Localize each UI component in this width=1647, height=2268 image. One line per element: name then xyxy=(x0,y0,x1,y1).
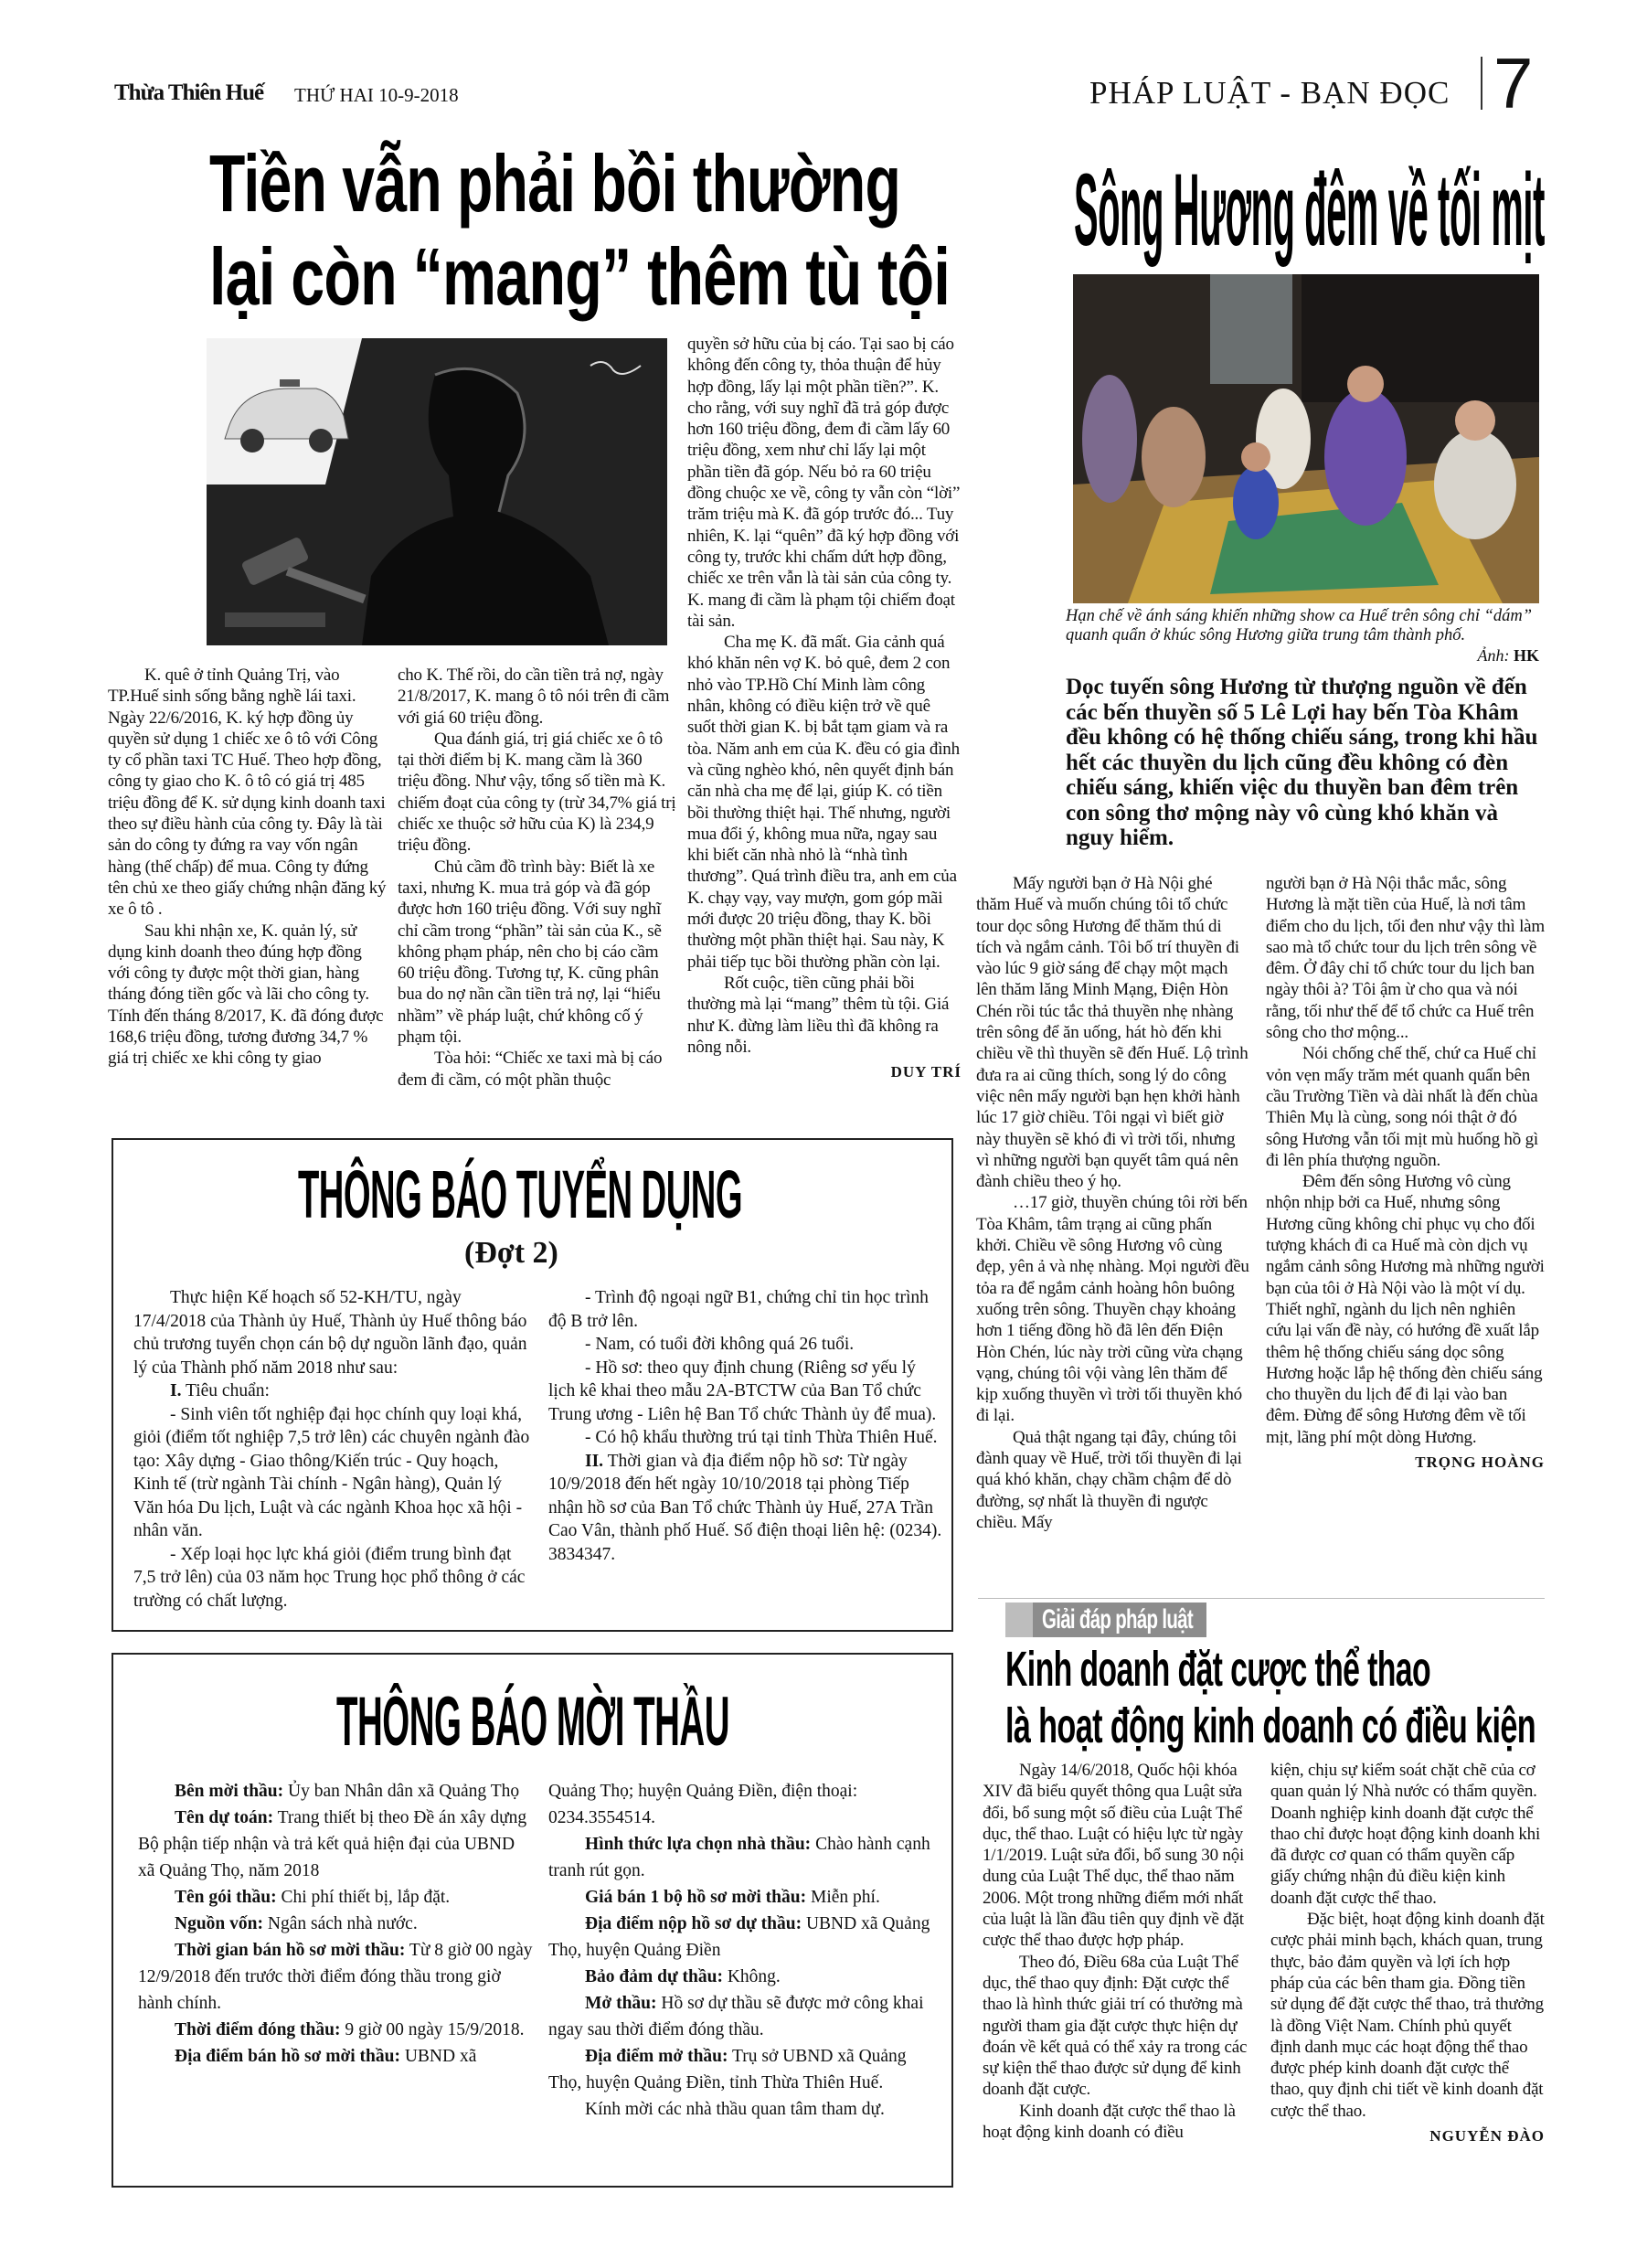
notice-item-label: Tên gói thầu: xyxy=(175,1888,277,1907)
notice-item xyxy=(138,1884,533,1911)
article-column xyxy=(983,1760,1257,2143)
paragraph: Sau khi nhận xe, K. quản lý, sử dụng kinh doanh theo đúng hợp đồng với công ty được một thời gian, hàng tháng đóng tiền gốc và lãi cho công ty. Tính đến tháng 8/2017, K. đã đóng được 168,6 triệu đồng, tương đương 34,7 % giá trị chiếc xe khi công ty giao xyxy=(108,921,384,1069)
byline: TRỌNG HOÀNG xyxy=(1415,1453,1545,1472)
paragraph: Rốt cuộc, tiền cũng phải bồi thường mà lại “mang” thêm tù tội. Giá như K. đừng làm liều thì đã không ra nông nỗi. xyxy=(687,973,950,1057)
headline-line: là hoạt động kinh doanh có điều kiện xyxy=(1005,1698,1535,1753)
notice-item-text: Ủy ban Nhân dân xã Quảng Thọ xyxy=(283,1782,520,1801)
notice-item-text: Hồ sơ dự thầu sẽ được mở công khai ngay sau thời điểm đóng thầu. xyxy=(548,1994,924,2039)
notice-item xyxy=(548,1286,946,1333)
notice-item-label: Mở thầu: xyxy=(585,1994,657,2013)
notice-item xyxy=(548,2096,943,2123)
kicker-text: Giải đáp pháp luật xyxy=(1042,1604,1193,1634)
notice-item xyxy=(133,1286,531,1379)
notice-item-text: Trụ sở UBND xã Quảng Thọ, huyện Quảng Điền, tỉnh Thừa Thiên Huế. xyxy=(548,2047,907,2092)
photo-ca-hue-boat xyxy=(1073,274,1539,603)
notice-item-label: Địa điểm mở thầu: xyxy=(585,2047,728,2066)
article-column xyxy=(687,334,962,1082)
paragraph: Theo đó, Điều 68a của Luật Thể dục, thể thao quy định: Đặt cược thể thao là hình thức giải trí có thưởng mà người tham gia đặt cược thực hiện dự đoán về kết quả có thể xảy ra trong các sự kiện thể thao được sử dụng để kinh doanh đặt cược. xyxy=(983,1952,1248,2100)
paragraph: Quả thật ngang tại đây, chúng tôi đành quay về Huế, trời tối thuyền đi lại quá khó khăn, chạy chầm chậm để dò đường, sợ nhất là thuyền đi ngược chiều. Mấy xyxy=(976,1427,1242,1532)
headline-taxi xyxy=(209,137,1191,324)
notice-item xyxy=(138,2043,533,2070)
header-divider xyxy=(1481,57,1482,110)
notice-item-text: Thực hiện Kế hoạch số 52-KH/TU, ngày 17/4/2018 của Thành ủy Huế, Thành ủy Huế thông báo chủ trương tuyển chọn cán bộ dự nguồn lãnh đạo, quản lý của Thành phố năm 2018 như sau: xyxy=(133,1288,527,1378)
notice-item-label: I. xyxy=(170,1381,182,1400)
notice-item-text: Không. xyxy=(722,1967,781,1986)
masthead: Thừa Thiên Huế xyxy=(114,80,264,105)
section-divider xyxy=(978,1598,1545,1599)
headline-line: Sông Hương đêm về tối mịt xyxy=(1074,153,1545,267)
notice-item-text: - Nam, có tuổi đời không quá 26 tuổi. xyxy=(585,1335,855,1354)
notice-column xyxy=(548,1778,943,2123)
notice-column xyxy=(133,1286,531,1613)
page-number: 7 xyxy=(1493,43,1534,123)
kicker-label xyxy=(1005,1603,1206,1637)
notice-item-label: Bên mời thầu: xyxy=(175,1782,284,1801)
notice-item-label: Bảo đảm dự thầu: xyxy=(585,1967,723,1986)
notice-item xyxy=(138,1805,533,1884)
paragraph: K. quê ở tỉnh Quảng Trị, vào TP.Huế sinh sống bằng nghề lái taxi. Ngày 22/6/2016, K. ký hợp đồng ủy quyền sử dụng 1 chiếc xe ô tô với Công ty cổ phần taxi TC Huế. Theo hợp đồng, công ty giao cho K. ô tô có giá trị 485 triệu đồng để K. sử dụng kinh doanh taxi theo sự điều hành của công ty. Đây là tài sản do công ty đứng ra vay vốn ngân hàng (thế chấp) để mua. Công ty đứng tên chủ xe theo giấy chứng nhận đăng ký xe ô tô . xyxy=(108,665,387,920)
notice-item-text: Thời gian và địa điểm nộp hồ sơ: Từ ngày 10/9/2018 đến hết ngày 10/10/2018 tại phòng Tiếp nhận hồ sơ của Ban Tổ chức Thành ủy Huế, 27A Trần Cao Vân, thành phố Huế. Số điện thoại liên hệ: (0234). 3834347. xyxy=(548,1451,942,1564)
notice-item xyxy=(133,1403,531,1543)
notice-item-label: Giá bán 1 bộ hồ sơ mời thầu: xyxy=(585,1888,807,1907)
notice-item-text: Chào hành cạnh tranh rút gọn. xyxy=(548,1835,930,1880)
notice-item-text: Tiêu chuẩn: xyxy=(181,1381,270,1400)
notice-item-label: Địa điểm nộp hồ sơ dự thầu: xyxy=(585,1914,802,1933)
paragraph: Kinh doanh đặt cược thể thao là hoạt động kinh doanh có điều xyxy=(983,2101,1236,2143)
notice-item xyxy=(548,1831,943,1884)
paragraph: kiện, chịu sự kiểm soát chặt chẽ của cơ quan quản lý Nhà nước có thẩm quyền. Doanh nghiệp kinh doanh đặt cược thể thao chỉ được hoạt động kinh doanh khi đã được cơ quan có thẩm quyền cấp giấy chứng nhận đủ điều kiện kinh doanh đặt cược thể thao. xyxy=(1270,1761,1541,1908)
notice-item xyxy=(548,2043,943,2096)
notice-item-text: Ngân sách nhà nước. xyxy=(263,1914,418,1933)
article-column xyxy=(1266,873,1545,1473)
notice-title: THÔNG BÁO MỜI THẦU xyxy=(336,1683,729,1761)
notice-item-label: Thời gian bán hồ sơ mời thầu: xyxy=(175,1941,406,1960)
paragraph: …17 giờ, thuyền chúng tôi rời bến Tòa Khâm, tâm trạng ai cũng phấn khởi. Chiều về sông Hương vô cùng đẹp, yên ả và nhẹ nhàng. Mọi người đều tỏa ra để ngắm cảnh hoàng hôn buông xuống trên sông. Thuyền chạy khoảng hơn 1 tiếng đồng hồ đã lên đến Điện Hòn Chén, lúc này trời cũng vừa chạng vạng, chúng tôi vội vàng lên thăm để kịp xuống thuyền vì trời tối thuyền khó đi lại. xyxy=(976,1193,1249,1426)
paragraph: Đêm đến sông Hương vô cùng nhộn nhịp bởi ca Huế, nhưng sông Hương cũng không chỉ phục vụ cho đối tượng khách đi ca Huế mà còn dịch vụ ngắm cảnh sông Hương mà những người bạn của tôi ở Hà Nội vào là một ví dụ. Thiết nghĩ, ngành du lịch nên nghiên cứu lại vấn đề này, có hướng đề xuất lắp thêm hệ thống chiếu sáng dọc sông Hương hoặc lắp hệ thống đèn chiếu sáng cho thuyền du lịch để đi lại vào ban đêm. Đừng để sông Hương đêm về tối mịt, lãng phí một dòng Hương. xyxy=(1266,1172,1545,1447)
notice-item-text: - Trình độ ngoại ngữ B1, chứng chỉ tin học trình độ B trở lên. xyxy=(548,1288,929,1331)
notice-item xyxy=(138,1937,533,2017)
photo-credit xyxy=(1066,645,1545,665)
notice-column xyxy=(138,1778,533,2070)
notice-item-text: - Có hộ khẩu thường trú tại tỉnh Thừa Thiên Huế. xyxy=(585,1428,938,1447)
illustration-taxi-court xyxy=(207,338,667,645)
notice-item-text: Trang thiết bị theo Đề án xây dựng Bộ phận tiếp nhận và trả kết quả hiện đại của UBND xã Quảng Thọ, năm 2018 xyxy=(138,1808,527,1880)
headline-line: Tiền vẫn phải bồi thường xyxy=(209,138,900,229)
notice-item xyxy=(138,1778,533,1805)
notice-item-text: Quảng Thọ; huyện Quảng Điền, điện thoại: 0234.3554514. xyxy=(548,1782,858,1827)
notice-subtitle: (Đợt 2) xyxy=(464,1236,558,1270)
notice-item-label: II. xyxy=(585,1451,604,1471)
paragraph: người bạn ở Hà Nội thắc mắc, sông Hương là mặt tiền của Huế, là nơi tâm điểm cho du lịch, tối đen như vậy thì làm sao mà tổ chức tour du lịch trên sông về đêm. Ở đây chỉ tổ chức tour du lịch ban ngày thôi à? Tôi ậm ừ cho qua và nói rằng, tối như thế để tổ chức ca Huế trên sông cho thơ mộng... xyxy=(1266,874,1545,1043)
notice-item-label: Thời điểm đóng thầu: xyxy=(175,2020,341,2039)
notice-title: THÔNG BÁO TUYỂN DỤNG xyxy=(298,1156,742,1232)
notice-item xyxy=(548,1884,943,1911)
paragraph: quyền sở hữu của bị cáo. Tại sao bị cáo không đến công ty, thỏa thuận để hủy hợp đồng, lấy lại một phần tiền?”. K. cho rằng, với suy nghĩ đã trả góp được hơn 160 triệu đồng, đem đi cầm lấy 60 triệu đồng, xem như chỉ lấy lại một phần tiền đã góp. Nếu bỏ ra 60 triệu đồng chuộc xe về, công ty vẫn còn “lời” trăm triệu mà K. đã góp trước đó... Tuy nhiên, K. lại “quên” đã ký hợp đồng với công ty, trước khi chấm dứt hợp đồng, chiếc xe trên vẫn là tài sản của công ty. K. mang đi cầm là phạm tội chiếm đoạt tài sản. xyxy=(687,335,961,631)
notice-item-text: UBND xã xyxy=(399,2047,477,2066)
notice-item xyxy=(138,1911,533,1937)
notice-item xyxy=(138,2017,533,2043)
article-column xyxy=(398,665,676,1091)
notice-item xyxy=(548,1426,946,1450)
section-title: PHÁP LUẬT - BẠN ĐỌC xyxy=(1089,75,1450,111)
notice-item-label: Hình thức lựa chọn nhà thầu: xyxy=(585,1835,812,1854)
issue-date: THỨ HAI 10-9-2018 xyxy=(294,84,459,106)
headline-line: lại còn “mang” thêm tù tội xyxy=(209,231,950,322)
paragraph: Ngày 14/6/2018, Quốc hội khóa XIV đã biểu quyết thông qua Luật sửa đổi, bổ sung một số điều của Luật Thể dục, thể thao. Luật có hiệu lực từ ngày 1/1/2019. Luật sửa đổi, bổ sung 30 nội dung của Luật Thể dục, thể thao năm 2006. Một trong những điểm mới nhất của luật là lần đầu tiên quy định về đặt cược thể thao được hợp pháp. xyxy=(983,1761,1245,1951)
notice-item-text: - Sinh viên tốt nghiệp đại học chính quy loại khá, giỏi (điểm tốt nghiệp 7,5 trở lên) các chuyên ngành đào tạo: Xây dựng - Giao thông/Kiến trúc - Quy hoạch, Kinh tế (trừ ngành Tài chính - Ngân hàng), Quản lý Văn hóa Du lịch, Luật và các ngành Khoa học xã hội - nhân văn. xyxy=(133,1404,530,1540)
paragraph: Nói chống chế thế, chứ ca Huế chỉ vỏn vẹn mấy trăm mét quanh quẩn bên cầu Trường Tiền và dài nhất là đến chùa Thiên Mụ là cùng, song nói thật ở đó sông Hương vẫn tối mịt mù huống hồ gì đi lên phía thượng nguồn. xyxy=(1266,1044,1538,1170)
headline-line: Kinh doanh đặt cược thể thao xyxy=(1005,1642,1430,1697)
notice-item xyxy=(548,1333,946,1357)
notice-item xyxy=(548,1990,943,2043)
paragraph: Tòa hỏi: “Chiếc xe taxi mà bị cáo đem đi cầm, có một phần thuộc xyxy=(398,1049,663,1090)
paragraph: Mấy người bạn ở Hà Nội ghé thăm Huế và muốn chúng tôi tổ chức tour dọc sông Hương để thăm thú di tích và ngắm cảnh. Tôi bố trí thuyền đi vào lúc 9 giờ sáng để chạy một mạch lên thăm lăng Minh Mạng, Điện Hòn Chén rồi túc tắc thả thuyền nhẹ nhàng trên sông để ăn uống, hát hò đến khi chiều về thì thuyền sẽ đến Huế. Lộ trình đưa ra ai cũng thích, song lý do công việc nên mấy người bạn hẹn khởi hành lúc 17 giờ chiều. Tôi ngại vì biết giờ này thuyền sẽ khó đi vì trời tối, nhưng vì những người bạn quyết tâm quá nên đành chiều theo ý họ. xyxy=(976,874,1249,1192)
notice-column xyxy=(548,1286,946,1566)
notice-item-text: Từ 8 giờ 00 ngày 12/9/2018 đến trước thời điểm đóng thầu trong giờ hành chính. xyxy=(138,1941,533,2013)
notice-item-text: 9 giờ 00 ngày 15/9/2018. xyxy=(340,2020,525,2039)
notice-item xyxy=(548,1964,943,1990)
paragraph: cho K. Thế rồi, do cần tiền trả nợ, ngày 21/8/2017, K. mang ô tô nói trên đi cầm với giá 60 triệu đồng. xyxy=(398,665,670,728)
article-column xyxy=(1270,1760,1545,2146)
paragraph: Chủ cầm đồ trình bày: Biết là xe taxi, nhưng K. mua trả góp và đã góp được hơn 160 triệu đồng. Với suy nghĩ chỉ cầm trong “phần” tài sản của K., sẽ không phạm pháp, nên cho bị cáo cầm 60 triệu đồng. Tương tự, K. cũng phân bua do nợ nần cần tiền trả nợ, lại “hiểu nhầm” về pháp luật, chứ không cố ý phạm tội. xyxy=(398,857,662,1048)
paragraph: Qua đánh giá, trị giá chiếc xe ô tô tại thời điểm bị K. mang cầm là 360 triệu đồng. Như vậy, tổng số tiền mà K. chiếm đoạt của công ty (trừ 34,7% giá trị chiếc xe thuộc sở hữu của K) là 234,9 triệu đồng. xyxy=(398,729,676,856)
headline-river xyxy=(1074,152,1647,269)
notice-item-text: Chi phí thiết bị, lắp đặt. xyxy=(276,1888,451,1907)
notice-item xyxy=(133,1543,531,1613)
byline: NGUYỄN ĐÀO xyxy=(1429,2127,1545,2146)
notice-item xyxy=(548,1911,943,1964)
paragraph: Đặc biệt, hoạt động kinh doanh đặt cược phải minh bạch, khách quan, trung thực, bảo đảm quyền và lợi ích hợp pháp của các bên tham gia. Đồng tiền sử dụng để đặt cược thể thao, trả thưởng là đồng Việt Nam. Chính phủ quyết định danh mục các hoạt động thể thao được phép kinh doanh đặt cược thể thao, quy định chi tiết về kinh doanh đặt cược thể thao. xyxy=(1270,1910,1545,2121)
notice-item-text: Miễn phí. xyxy=(806,1888,880,1907)
photo-credit-name: HK xyxy=(1513,646,1539,665)
article-column xyxy=(108,665,387,1070)
paragraph: Cha mẹ K. đã mất. Gia cảnh quá khó khăn nên vợ K. bỏ quê, đem 2 con nhỏ vào TP.Hồ Chí Minh làm công nhân, không có điều kiện trở về quê suốt thời gian K. bị bắt tạm giam và ra tòa. Năm anh em của K. đều có gia đình và cũng nghèo khó, nên quyết định bán căn nhà cha mẹ để lại, giúp K. có tiền bồi thường thiệt hại. Thế nhưng, người mua đổi ý, không mua nữa, ngay sau khi biết căn nhà nhỏ là “nhà tình thương”. Quá trình điều tra, anh em của K. chạy vạy, vay mượn, gom góp mãi mới được 20 triệu đồng, thay K. bồi thường một phần thiệt hại. Sau này, K phải tiếp tục bồi thường phần còn lại. xyxy=(687,633,960,972)
article-lead: Dọc tuyến sông Hương từ thượng nguồn về đến các bến thuyền số 5 Lê Lợi hay bến Tòa Khâm đều không có hệ thống chiếu sáng, trong khi hầu hết các thuyền du lịch cũng đều không có đèn chiếu sáng, khiến việc du thuyền ban đêm trên con sông thơ mộng này vô cùng khó khăn và nguy hiểm. xyxy=(1066,675,1538,850)
river-intro xyxy=(1066,607,1545,851)
photo-caption: Hạn chế về ánh sáng khiến những show ca Huế trên sông chỉ “dám” quanh quẩn ở khúc sông Hương giữa trung tâm thành phố. xyxy=(1066,607,1533,644)
photo-credit-label: Ảnh: xyxy=(1477,646,1510,665)
notice-item-label: Nguồn vốn: xyxy=(175,1914,263,1933)
notice-bidding xyxy=(112,1653,953,2188)
notice-item xyxy=(133,1379,531,1403)
notice-item-text: UBND xã Quảng Thọ, huyện Quảng Điền xyxy=(548,1914,930,1960)
notice-recruitment xyxy=(112,1138,953,1632)
byline: DUY TRÍ xyxy=(890,1063,962,1081)
notice-item-label: Tên dự toán: xyxy=(175,1808,274,1827)
notice-item-text: - Hồ sơ: theo quy định chung (Riêng sơ yếu lý lịch kê khai theo mẫu 2A-BTCTW của Ban Tổ chức Trung ương - Liên hệ Ban Tổ chức Thành ủy để mua). xyxy=(548,1358,937,1424)
notice-item-text: Kính mời các nhà thầu quan tâm tham dự. xyxy=(585,2100,885,2119)
notice-item-label: Địa điểm bán hồ sơ mời thầu: xyxy=(175,2047,400,2066)
notice-item xyxy=(548,1778,943,1831)
notice-item xyxy=(548,1357,946,1427)
notice-item-text: - Xếp loại học lực khá giỏi (điểm trung bình đạt 7,5 trở lên) của 03 năm học Trung học phổ thông ở các trường có chất lượng. xyxy=(133,1544,526,1611)
notice-item xyxy=(548,1450,946,1567)
